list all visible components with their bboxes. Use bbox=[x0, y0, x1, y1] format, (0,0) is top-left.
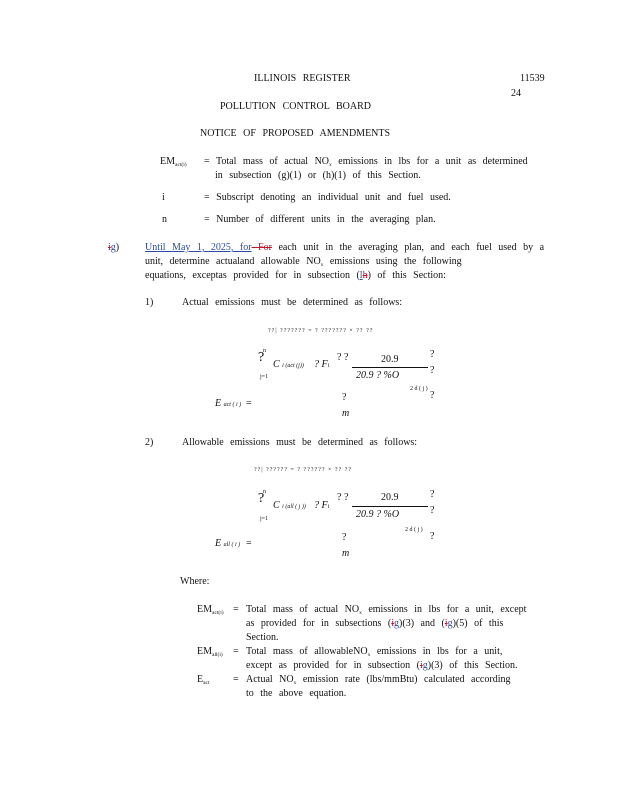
equals-sign: = bbox=[246, 538, 252, 549]
f-term: ? Fi bbox=[314, 500, 330, 511]
def-term: n bbox=[162, 214, 167, 225]
sigma-lower: j=1 bbox=[260, 516, 269, 522]
bracket-left: ? ? bbox=[337, 492, 349, 503]
item-number: 2) bbox=[145, 437, 154, 448]
def-equals: = bbox=[233, 604, 239, 615]
lhs-e-actual: E act ( i ) bbox=[215, 398, 242, 409]
fraction-bar bbox=[352, 506, 428, 507]
def-line: as provided for in subsections (ig)(3) and (ig)(5) of this bbox=[246, 618, 504, 629]
item-number: 1) bbox=[145, 297, 154, 308]
def-line: Section. bbox=[246, 632, 279, 643]
sigma-lower: j=1 bbox=[260, 374, 269, 380]
def-desc: = Total mass of actual $NO_x$ emissions in lbs for a unit as determined bbox=[204, 156, 528, 168]
def-line: Total mass of allowableNO$_x$ emissions in lbs for a unit, bbox=[246, 646, 503, 658]
equation-garbled-line: ??| ??????? = ? ??????? × ?? ?? bbox=[268, 328, 374, 334]
item-text: Actual emissions must be determined as follows: bbox=[182, 297, 403, 308]
exponent: 2 d ( j ) bbox=[410, 386, 428, 392]
mid-glyph: ? bbox=[342, 532, 347, 543]
fraction-bar bbox=[352, 367, 428, 368]
def-desc: = Number of different units in the averaging plan. bbox=[204, 214, 436, 225]
sigma-upper: n bbox=[263, 348, 266, 354]
bracket-right-mid: ? bbox=[430, 505, 435, 516]
def-term: $EM_{all(i)}$ bbox=[197, 646, 223, 658]
sigma-symbol: ? bbox=[258, 350, 265, 365]
f-term: ? Fi bbox=[314, 359, 330, 370]
section-text-line3: equations, exceptas provided for in subsection (lh) of this Section: bbox=[145, 270, 446, 281]
bracket-right-mid: ? bbox=[430, 365, 435, 376]
exponent: 2 d ( j ) bbox=[405, 527, 423, 533]
mid-glyph: ? bbox=[342, 392, 347, 403]
def-term: $EM_{act(i)}$ bbox=[160, 156, 187, 168]
equation-garbled-line: ??| ?????? = ? ?????? × ?? ?? bbox=[254, 467, 353, 473]
section-text-line1: Until May 1, 2025, for For each unit in the averaging plan, and each fuel used by a bbox=[145, 242, 545, 253]
def-line: Total mass of actual $NO_x$ emissions in lbs for a unit, except bbox=[246, 604, 527, 616]
sigma-symbol: ? bbox=[258, 491, 265, 506]
journal-title: ILLINOIS REGISTER bbox=[254, 73, 351, 84]
sigma-upper: n bbox=[263, 489, 266, 495]
fraction-denominator: 20.9 ? %O bbox=[356, 370, 400, 381]
where-label: Where: bbox=[180, 576, 210, 587]
lhs-e-allowable: E all ( i ) bbox=[215, 538, 241, 549]
bracket-right-bottom: ? bbox=[430, 531, 435, 542]
fraction-denominator: 20.9 ? %O bbox=[356, 509, 400, 520]
section-text-line2: unit, determine actualand allowable $NO_x$ emissions using the following bbox=[145, 256, 462, 268]
fraction-numerator: 20.9 bbox=[381, 492, 399, 503]
def-term: $EM_{act(i)}$ bbox=[197, 604, 224, 616]
section-label: ig) bbox=[108, 242, 120, 253]
bracket-right-bottom: ? bbox=[430, 390, 435, 401]
def-line: to the above equation. bbox=[246, 688, 347, 699]
divisor-m: m bbox=[342, 548, 350, 559]
def-desc-cont: in subsection (g)(1) or (h)(1) of this Section. bbox=[215, 170, 421, 181]
def-equals: = bbox=[233, 674, 239, 685]
def-desc: = Subscript denoting an individual unit and fuel used. bbox=[204, 192, 451, 203]
bracket-left: ? ? bbox=[337, 352, 349, 363]
def-term: $E_{act}$ bbox=[197, 674, 210, 686]
def-equals: = bbox=[233, 646, 239, 657]
c-term: C i (act (j)) bbox=[273, 359, 304, 370]
bracket-right-top: ? bbox=[430, 489, 435, 500]
item-text: Allowable emissions must be determined as follows: bbox=[182, 437, 418, 448]
equals-sign: = bbox=[246, 398, 252, 409]
def-term: i bbox=[162, 192, 165, 203]
board-name: POLLUTION CONTROL BOARD bbox=[220, 101, 371, 112]
c-term: C i (all ( j )) bbox=[273, 500, 306, 511]
notice-title: NOTICE OF PROPOSED AMENDMENTS bbox=[200, 128, 391, 139]
def-line: except as provided for in subsection (ig)(3) of this Section. bbox=[246, 660, 518, 671]
page-number: 11539 bbox=[520, 73, 545, 84]
issue-number: 24 bbox=[511, 88, 521, 99]
bracket-right-top: ? bbox=[430, 349, 435, 360]
divisor-m: m bbox=[342, 408, 350, 419]
def-line: Actual $NO_x$ emission rate (lbs/mmBtu) calculated according bbox=[246, 674, 511, 686]
fraction-numerator: 20.9 bbox=[381, 354, 399, 365]
